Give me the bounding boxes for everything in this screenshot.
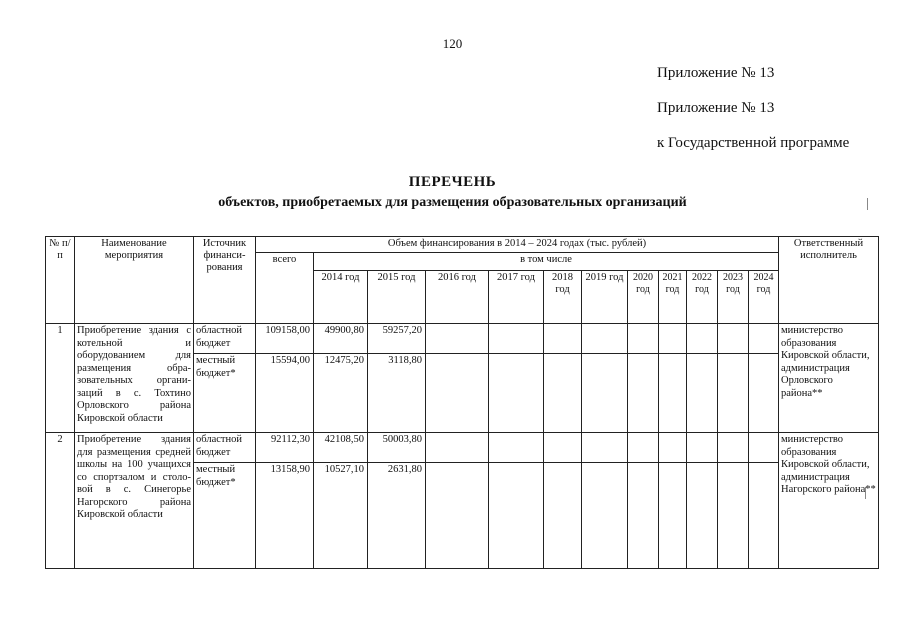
scan-mark [867, 198, 868, 210]
header-year-2019: 2019 год [582, 271, 628, 324]
row-responsible: министерство образования Кировской области, администрация Нагорского района** [779, 433, 879, 569]
row-name: Приобретение здания с котельной и оборудованием для размещения обра-зовательных органи-заций в с. Тохтино Орловского района Кировской области [75, 324, 194, 433]
document-title: ПЕРЕЧЕНЬ [408, 174, 497, 190]
header-year-2017: 2017 год [489, 271, 544, 324]
header-year-2015: 2015 год [368, 271, 426, 324]
row-2015: 50003,80 [368, 433, 426, 463]
row-name: Приобретение здания для размещения средней школы на 100 учащихся со спортзалом и столо-вой в с. Синегорье Нагорского района Кировской области [75, 433, 194, 569]
header-name: Наименование мероприятия [75, 237, 194, 324]
header-including: в том числе [314, 253, 779, 271]
appendix-line-2: Приложение № 13 [657, 100, 775, 116]
row-total: 92112,30 [256, 433, 314, 463]
appendix-line-3: к Государственной программе [657, 135, 850, 151]
financing-table [45, 236, 879, 569]
row-source: областной бюджет [194, 433, 256, 463]
header-year-2016: 2016 год [426, 271, 489, 324]
header-num: № п/п [46, 237, 75, 324]
row-2015: 59257,20 [368, 324, 426, 354]
header-year-2022: 2022 год [687, 271, 718, 324]
row-number: 1 [46, 324, 75, 433]
header-year-2014: 2014 год [314, 271, 368, 324]
header-total: всего [256, 253, 314, 324]
page-number: 120 [442, 36, 463, 51]
row-source: областной бюджет [194, 324, 256, 354]
table-row [46, 433, 879, 463]
header-year-2020: 2020 год [628, 271, 659, 324]
header-source: Источник финанси-рования [194, 237, 256, 324]
row-number: 2 [46, 433, 75, 569]
row-2014: 49900,80 [314, 324, 368, 354]
document-subtitle: объектов, приобретаемых для размещения образовательных организаций [218, 195, 687, 210]
row-source: местный бюджет* [194, 354, 256, 433]
row-2014: 12475,20 [314, 354, 368, 433]
row-total: 109158,00 [256, 324, 314, 354]
row-total: 13158,90 [256, 463, 314, 569]
row-2015: 3118,80 [368, 354, 426, 433]
row-source: местный бюджет* [194, 463, 256, 569]
row-responsible: министерство образования Кировской области, администрация Орловского района** [779, 324, 879, 433]
header-year-2024: 2024 год [749, 271, 779, 324]
header-year-2018: 2018 год [544, 271, 582, 324]
header-financing-volume: Объем финансирования в 2014 – 2024 годах (тыс. рублей) [256, 237, 779, 253]
row-2014: 42108,50 [314, 433, 368, 463]
header-responsible: Ответственный исполнитель [779, 237, 879, 324]
header-year-2021: 2021 год [659, 271, 687, 324]
row-2014: 10527,10 [314, 463, 368, 569]
header-year-2023: 2023 год [718, 271, 749, 324]
appendix-line-1: Приложение № 13 [657, 65, 775, 81]
row-total: 15594,00 [256, 354, 314, 433]
row-2015: 2631,80 [368, 463, 426, 569]
table-row [46, 324, 879, 354]
